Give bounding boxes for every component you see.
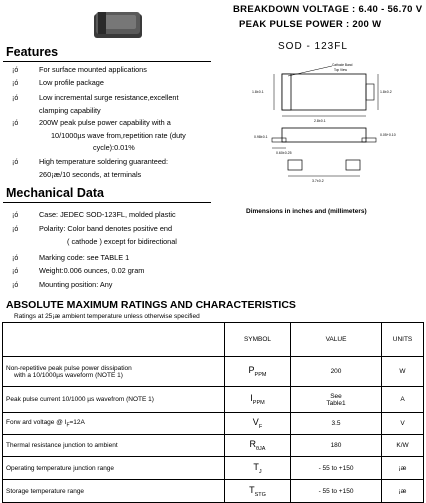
ratings-title: ABSOLUTE MAXIMUM RATINGS AND CHARACTERISTICS	[6, 299, 296, 311]
symbol-cell: $T_{STG}$	[225, 480, 291, 503]
dim-label: 1.8±0.2	[380, 90, 392, 94]
breakdown-voltage-heading: BREAKDOWN VOLTAGE : 6.40 - 56.70 V	[233, 4, 423, 15]
value-header: VALUE	[291, 323, 382, 357]
mechanical-title: Mechanical Data	[6, 186, 104, 200]
value-cell: - 55 to +150	[291, 457, 382, 480]
peak-pulse-power-heading: PEAK PULSE POWER : 200 W	[239, 19, 382, 30]
cathode-band-label: Cathode Band	[332, 63, 353, 67]
symbol-cell: $V_F$	[225, 413, 291, 435]
param-cell: Peak pulse current 10/1000 µs wavefrom (NOTE 1)	[3, 387, 225, 413]
unit-cell: ¡æ	[382, 480, 424, 503]
bullet-icon: ¡ó	[12, 212, 19, 219]
package-name: SOD - 123FL	[278, 41, 348, 52]
bullet-icon: ¡ó	[12, 282, 19, 289]
table-header-row	[3, 323, 424, 357]
unit-cell: ¡æ	[382, 457, 424, 480]
bullet-icon: ¡ó	[12, 159, 19, 166]
ratings-table	[2, 322, 424, 503]
table-row	[3, 357, 424, 387]
symbol-cell: $R_{\theta JA}$	[225, 435, 291, 457]
package-image	[92, 8, 144, 42]
units-header: UNITS	[382, 323, 424, 357]
feature-item: Low profile package	[39, 78, 104, 87]
value-cell: - 55 to +150	[291, 480, 382, 503]
table-row	[3, 435, 424, 457]
value-cell: 200	[291, 357, 382, 387]
dim-label: 3.7±0.2	[312, 179, 324, 183]
mechanical-divider	[3, 202, 211, 203]
feature-item: For surface mounted applications	[39, 65, 147, 74]
features-divider	[3, 61, 211, 62]
dimensions-caption: Dimensions in inches and (millimeters)	[246, 208, 367, 215]
symbol-header: SYMBOL	[225, 323, 291, 357]
features-title: Features	[6, 45, 59, 59]
param-cell: Storage temperature range	[3, 480, 225, 503]
dim-label: 1.8±0.1	[252, 90, 264, 94]
ratings-note: Ratings at 25¡æ ambient temperature unless otherwise specified	[14, 313, 200, 320]
bullet-icon: ¡ó	[12, 120, 19, 127]
mechanical-item: Weight:0.006 ounces, 0.02 gram	[39, 266, 145, 275]
feature-item: Low incremental surge resistance,excellent clamping capability	[39, 93, 179, 115]
dim-label: 2.8±0.1	[314, 119, 326, 123]
bullet-icon: ¡ó	[12, 268, 19, 275]
symbol-cell: $P_{PPM}$	[225, 357, 291, 387]
bullet-icon: ¡ó	[12, 80, 19, 87]
param-cell: Operating temperature junction range	[3, 457, 225, 480]
top-view-label: Top View	[334, 68, 347, 72]
value-cell: 180	[291, 435, 382, 457]
package-dimension-drawing	[232, 60, 422, 195]
table-row	[3, 457, 424, 480]
unit-cell: A	[382, 387, 424, 413]
unit-cell: W	[382, 357, 424, 387]
value-cell: See Table1	[291, 387, 382, 413]
param-cell: Forw ard voltage @ $I_F=12A$	[3, 413, 225, 435]
feature-item: High temperature soldering guaranteed: 260¡æ/10 seconds, at terminals	[39, 157, 168, 179]
bullet-icon: ¡ó	[12, 67, 19, 74]
dim-label: 0.98±0.1	[254, 135, 268, 139]
bullet-icon: ¡ó	[12, 95, 19, 102]
param-cell: Thermal resistance junction to ambient	[3, 435, 225, 457]
bullet-icon: ¡ó	[12, 255, 19, 262]
mechanical-item: Polarity: Color band denotes positive end ( cathode ) except for bidirectional	[39, 224, 177, 246]
mechanical-item: Mounting position: Any	[39, 280, 113, 289]
unit-cell: K/W	[382, 435, 424, 457]
dim-label: 0.60±0.25	[276, 151, 292, 155]
symbol-cell: $T_J$	[225, 457, 291, 480]
param-header	[3, 323, 225, 357]
unit-cell: V	[382, 413, 424, 435]
feature-item: 200W peak pulse power capability with a 10/1000µs wave from,repetition rate (duty cycle):0.01%	[39, 118, 186, 152]
mechanical-item: Case: JEDEC SOD-123FL, molded plastic	[39, 210, 176, 219]
table-row	[3, 480, 424, 503]
value-cell: 3.5	[291, 413, 382, 435]
table-row	[3, 413, 424, 435]
table-row	[3, 387, 424, 413]
mechanical-item: Marking code: see TABLE 1	[39, 253, 130, 262]
param-cell: Non-repetitive peak pulse power dissipation with a 10/1000µs waveform (NOTE 1)	[3, 357, 225, 387]
symbol-cell: $I_{PPM}$	[225, 387, 291, 413]
bullet-icon: ¡ó	[12, 226, 19, 233]
dim-label: 0.05+0.10	[380, 133, 396, 137]
